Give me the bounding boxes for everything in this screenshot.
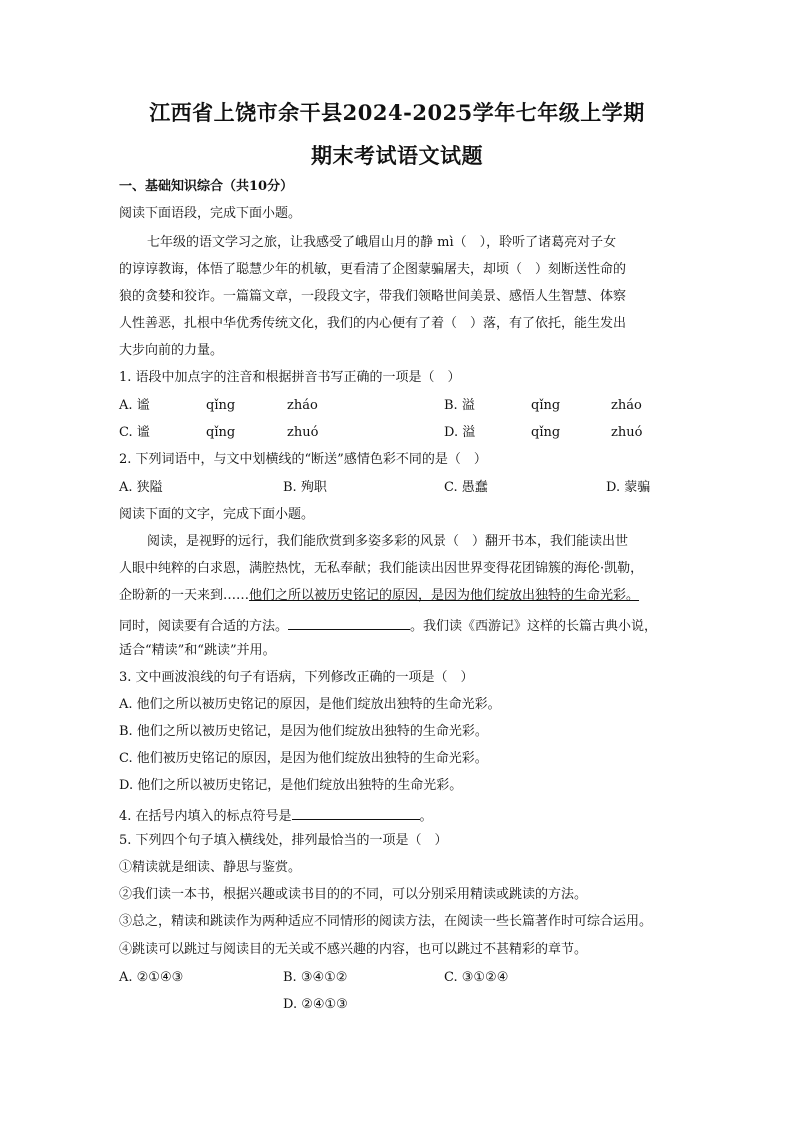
passage2-text: 企盼新的一天来到…… [119,588,250,603]
passage2-line: 适合“精读”和“跳读”并用。 [119,643,276,658]
passage2-line [119,616,657,635]
question-5-stem: 5. 下列四个句子填入横线处，排列最恰当的一项是（ ） [119,833,448,848]
passage2-text: 。我们读《西游记》这样的长篇古典小说， [410,619,658,634]
passage1-line: 大步向前的力量。 [119,343,224,358]
exam-title-line1: 江西省上饶市余干县2024-2025学年七年级上学期 [149,100,645,125]
q5-sentence: ③总之，精读和跳读作为两种适应不同情形的阅读方法，在阅读一些长篇著作时可综合运用。 [119,914,653,929]
q3-option-c: C. 他们被历史铭记的原因，是因为他们绽放出独特的生命光彩。 [119,751,488,766]
q1-option-a-pinyin2: zháo [287,398,318,413]
exam-title-line2: 期末考试语文试题 [311,143,483,168]
q1-option-b-char: B. 溢 [444,398,475,413]
q1-option-c-pinyin1: qǐng [206,425,236,440]
section-heading: 一、基础知识综合（共10分） [119,179,294,194]
passage2-line [119,588,639,604]
q3-option-b: B. 他们之所以被历史铭记，是因为他们绽放出独特的生命光彩。 [119,724,488,739]
passage2-text: 同时，阅读要有合适的方法。 [119,619,289,634]
q1-option-c-pinyin2: zhuó [287,425,319,440]
q1-option-b-pinyin1: qǐng [531,398,561,413]
passage2-line: 人眼中纯粹的白求恩，满腔热忱，无私奉献；我们能读出因世界变得花团锦簇的海伦·凯勒， [119,561,644,576]
q3-option-a: A. 他们之所以被历史铭记的原因，是他们绽放出独特的生命光彩。 [119,697,501,712]
passage1-line: 七年级的语文学习之旅，让我感受了峨眉山月的静 mì（ ），聆听了诸葛亮对子女 [147,235,617,250]
passage1-line: 人性善恶，扎根中华优秀传统文化，我们的内心便有了着（ ）落，有了依托，能生发出 [119,316,627,331]
question-4-end: 。 [419,809,433,824]
passage2-line: 阅读，是视野的远行，我们能欣赏到多姿多彩的风景（ ）翻开书本，我们能读出世 [147,534,629,549]
q1-option-d-pinyin1: qǐng [531,425,561,440]
q5-sentence: ①精读就是细读、静思与鉴赏。 [119,860,302,875]
fill-in-blank[interactable] [288,616,410,630]
q2-option-b: B. 殉职 [283,480,327,495]
q1-option-c-char: C. 谧 [119,425,150,440]
q3-option-d: D. 他们之所以被历史铭记，是他们绽放出独特的生命光彩。 [119,778,463,793]
question-4-stem: 4. 在括号内填入的标点符号是 [119,809,292,824]
question-2-stem: 2. 下列词语中，与文中划横线的“断送”感情色彩不同的是（ ） [119,452,487,467]
q2-option-c: C. 愚蠢 [444,480,488,495]
q5-option-a: A. ②①④③ [119,970,184,985]
question-4 [119,806,433,825]
reading-instruction-2: 阅读下面的文字，完成下面小题。 [119,507,315,522]
q5-option-c: C. ③①②④ [444,970,509,985]
q5-sentence: ②我们读一本书，根据兴趣或读书目的的不同，可以分别采用精读或跳读的方法。 [119,887,588,902]
q2-option-d: D. 蒙骗 [606,480,651,495]
q1-option-a-char: A. 谧 [119,398,150,413]
q5-option-d: D. ②④①③ [283,997,348,1012]
q4-answer-blank[interactable] [292,806,420,820]
q1-option-d-pinyin2: zhuó [611,425,643,440]
wavy-underlined-sentence: 他们之所以被历史铭记的原因，是因为他们绽放出独特的生命光彩。 [249,588,640,603]
question-3-stem: 3. 文中画波浪线的句子有语病，下列修改正确的一项是（ ） [119,670,474,685]
question-1-stem: 1. 语段中加点字的注音和根据拼音书写正确的一项是（ ） [119,370,461,385]
passage1-line: 狼的贪婪和狡诈。一篇篇文章，一段段文字，带我们领略世间美景、感悟人生智慧、体察 [119,289,627,304]
q5-option-b: B. ③④①② [283,970,348,985]
reading-instruction-1: 阅读下面语段，完成下面小题。 [119,206,302,221]
q2-option-a: A. 狭隘 [119,480,163,495]
q1-option-b-pinyin2: zháo [611,398,642,413]
q1-option-a-pinyin1: qǐng [206,398,236,413]
passage1-line: 的谆谆教诲，体悟了聪慧少年的机敏，更看清了企图蒙骗屠夫，却顷（ ）刻断送性命的 [119,262,627,277]
q5-sentence: ④跳读可以跳过与阅读目的无关或不感兴趣的内容，也可以跳过不甚精彩的章节。 [119,942,588,957]
q1-option-d-char: D. 溢 [444,425,476,440]
